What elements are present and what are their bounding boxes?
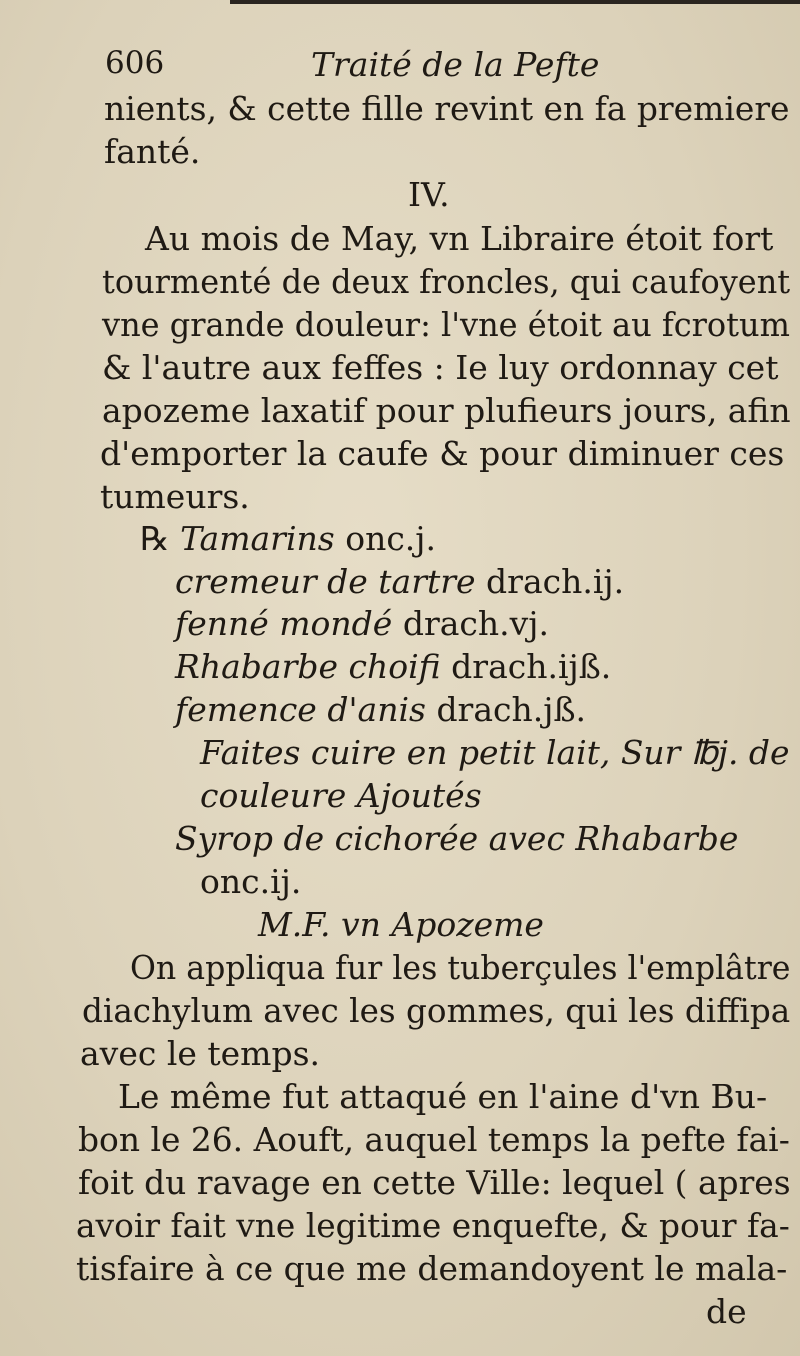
- text-line: avoir fait vne legitime enquefte, & pour fa-: [76, 1206, 790, 1245]
- page-edge: [230, 0, 800, 4]
- text-line: diachylum avec les gommes, qui les diffipa: [82, 991, 791, 1030]
- recipe-line: [140, 519, 437, 558]
- ingredient-quantity: drach.ij.: [486, 562, 625, 601]
- recipe-mf: M.F. vn Apozeme: [258, 905, 544, 944]
- text-line: Au mois de May, vn Libraire étoit fort: [145, 219, 774, 258]
- text-line: tourmenté de deux froncles, qui caufoyent: [102, 262, 791, 301]
- page-number: 606: [105, 45, 165, 81]
- catchword: de: [706, 1292, 747, 1331]
- recipe-symbol: ℞: [140, 519, 170, 558]
- recipe-syrup-quantity: onc.ij.: [200, 862, 302, 901]
- ingredient-quantity: drach.vj.: [402, 604, 550, 643]
- ingredient-quantity: onc.j.: [345, 519, 437, 558]
- text-line: nients, & cette fille revint en fa premiere: [104, 89, 790, 128]
- ingredient-name: cremeur de tartre: [175, 562, 476, 601]
- text-line: apozeme laxatif pour plufieurs jours, afin: [102, 391, 791, 430]
- recipe-syrup: Syrop de cichorée avec Rhabarbe: [175, 819, 739, 858]
- recipe-line: [175, 562, 625, 601]
- ingredient-name: Tamarins: [180, 519, 335, 558]
- ingredient-name: fenné mondé: [175, 604, 393, 643]
- ingredient-quantity: drach.ijß.: [451, 647, 612, 686]
- ingredient-name: femence d'anis: [175, 690, 426, 729]
- text-line: avec le temps.: [80, 1034, 321, 1073]
- ingredient-quantity: drach.jß.: [436, 690, 587, 729]
- text-line: bon le 26. Aouft, auquel temps la pefte fai-: [78, 1120, 790, 1159]
- text-line: d'emporter la caufe & pour diminuer ces: [100, 434, 785, 473]
- recipe-line: [175, 604, 550, 643]
- running-title: Traité de la Pefte: [311, 45, 600, 84]
- text-line: Le même fut attaqué en l'aine d'vn Bu-: [118, 1077, 768, 1116]
- recipe-instruction: Faites cuire en petit lait, Sur ℔j. de: [200, 733, 790, 772]
- text-line: tisfaire à ce que me demandoyent le mala-: [76, 1249, 788, 1288]
- recipe-line: [175, 647, 612, 686]
- text-line: vne grande douleur: l'vne étoit au fcrotum: [102, 305, 790, 344]
- text-line: fanté.: [104, 132, 201, 171]
- section-number: IV.: [408, 175, 450, 214]
- recipe-line: [175, 690, 587, 729]
- ingredient-name: Rhabarbe choifi: [175, 647, 441, 686]
- text-line: On appliqua fur les tuberçules l'emplâtre: [130, 948, 791, 987]
- text-line: & l'autre aux feffes : Ie luy ordonnay cet: [102, 348, 779, 387]
- text-line: foit du ravage en cette Ville: lequel ( apres: [78, 1163, 791, 1202]
- text-line: tumeurs.: [100, 477, 250, 516]
- recipe-instruction: couleure Ajoutés: [200, 776, 482, 815]
